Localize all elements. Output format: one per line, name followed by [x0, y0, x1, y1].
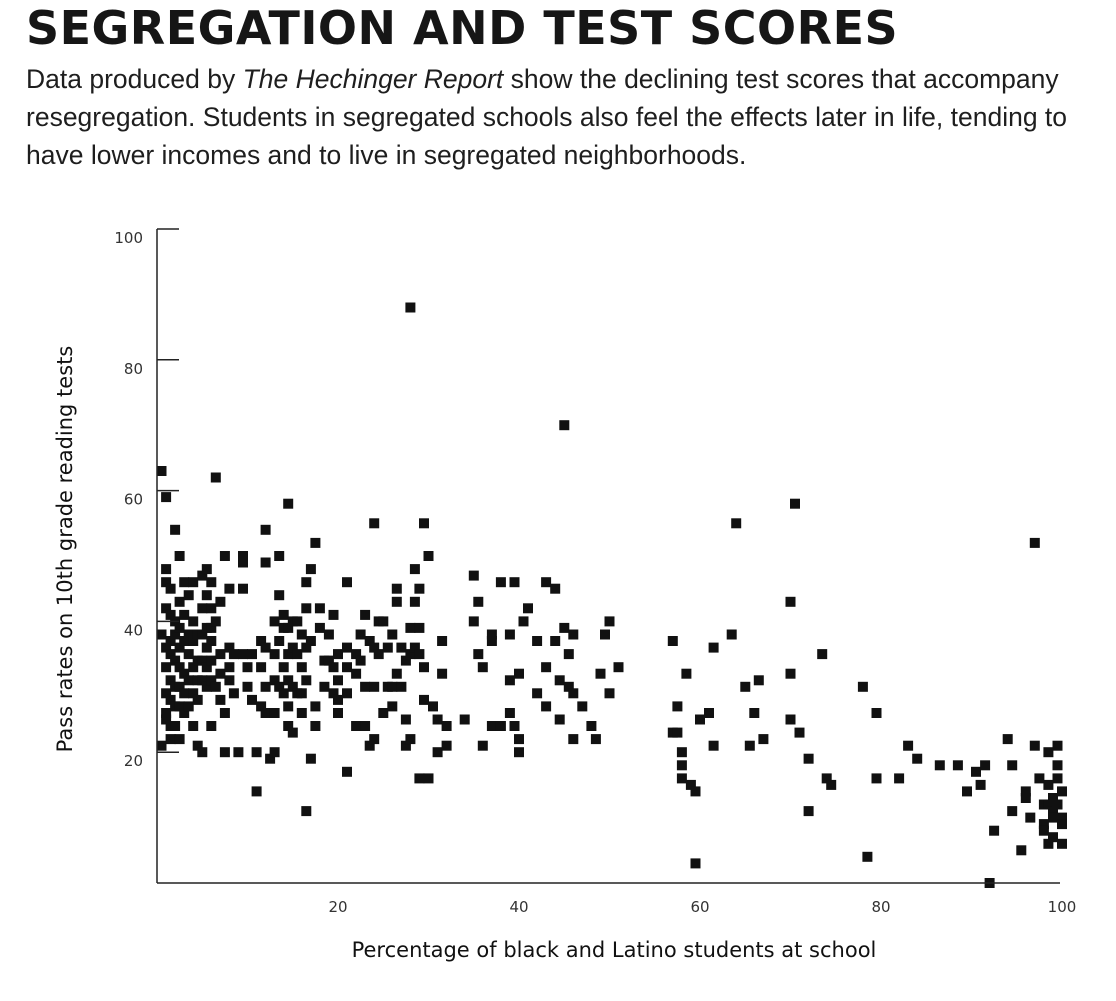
- data-point-167: [342, 643, 352, 653]
- data-point-231: [478, 741, 488, 751]
- data-point-152: [310, 721, 320, 731]
- data-point-311: [953, 760, 963, 770]
- data-point-129: [283, 701, 293, 711]
- data-point-47: [188, 616, 198, 626]
- data-point-108: [261, 643, 271, 653]
- data-point-146: [301, 806, 311, 816]
- data-point-82: [215, 695, 225, 705]
- data-point-98: [243, 682, 253, 692]
- data-point-264: [586, 721, 596, 731]
- data-point-285: [709, 741, 719, 751]
- data-point-296: [790, 499, 800, 509]
- data-point-298: [804, 754, 814, 764]
- data-point-315: [980, 760, 990, 770]
- data-point-192: [387, 682, 397, 692]
- data-point-250: [541, 662, 551, 672]
- data-point-307: [894, 773, 904, 783]
- data-point-86: [224, 584, 234, 594]
- data-point-268: [605, 616, 615, 626]
- page-title: SEGREGATION AND TEST SCORES: [26, 1, 899, 55]
- data-point-239: [505, 708, 515, 718]
- data-point-194: [392, 584, 402, 594]
- data-point-312: [962, 786, 972, 796]
- data-point-288: [740, 682, 750, 692]
- data-point-96: [238, 649, 248, 659]
- data-point-88: [224, 662, 234, 672]
- data-point-183: [369, 682, 379, 692]
- data-point-73: [206, 656, 216, 666]
- data-point-41: [184, 590, 194, 600]
- data-point-290: [749, 708, 759, 718]
- data-point-112: [270, 616, 280, 626]
- data-point-270: [614, 662, 624, 672]
- data-point-75: [206, 721, 216, 731]
- data-point-110: [261, 708, 271, 718]
- data-point-81: [215, 669, 225, 679]
- description-lead: Data produced by: [26, 64, 243, 94]
- data-point-255: [555, 715, 565, 725]
- data-point-293: [786, 597, 796, 607]
- data-point-230: [478, 662, 488, 672]
- x-tick-label-60: 60: [690, 898, 710, 916]
- data-point-220: [433, 715, 443, 725]
- data-point-113: [270, 649, 280, 659]
- data-point-27: [175, 551, 185, 561]
- data-point-8: [161, 662, 171, 672]
- data-point-302: [826, 780, 836, 790]
- x-tick-label-100: 100: [1047, 898, 1077, 916]
- data-point-267: [600, 630, 610, 640]
- data-point-184: [369, 734, 379, 744]
- data-point-260: [568, 630, 578, 640]
- data-point-275: [677, 747, 687, 757]
- data-point-102: [252, 786, 262, 796]
- data-point-278: [681, 669, 691, 679]
- data-point-224: [442, 741, 452, 751]
- data-point-35: [179, 577, 189, 587]
- data-point-215: [419, 695, 429, 705]
- data-point-323: [1021, 793, 1031, 803]
- data-point-70: [206, 603, 216, 613]
- data-point-142: [301, 577, 311, 587]
- data-point-295: [786, 715, 796, 725]
- data-point-168: [342, 662, 352, 672]
- data-point-197: [396, 643, 406, 653]
- data-point-214: [419, 662, 429, 672]
- data-point-242: [514, 669, 524, 679]
- data-point-221: [437, 636, 447, 646]
- data-point-341: [1053, 773, 1063, 783]
- data-point-198: [396, 682, 406, 692]
- data-point-216: [424, 551, 434, 561]
- data-point-92: [233, 747, 243, 757]
- data-point-169: [342, 688, 352, 698]
- data-point-243: [514, 734, 524, 744]
- data-point-271: [668, 636, 678, 646]
- data-point-210: [414, 623, 424, 633]
- x-tick-label-80: 80: [871, 898, 891, 916]
- data-point-163: [333, 675, 343, 685]
- data-point-90: [229, 649, 239, 659]
- data-point-78: [211, 682, 221, 692]
- data-point-147: [306, 564, 316, 574]
- data-point-94: [238, 558, 248, 568]
- data-point-321: [1016, 845, 1026, 855]
- x-tick-label-20: 20: [328, 898, 348, 916]
- data-point-240: [510, 577, 520, 587]
- data-point-274: [672, 728, 682, 738]
- points-layer: [157, 303, 1068, 889]
- data-point-178: [360, 721, 370, 731]
- data-point-43: [184, 649, 194, 659]
- source-name: The Hechinger Report: [242, 64, 504, 94]
- data-point-276: [677, 760, 687, 770]
- data-point-310: [935, 760, 945, 770]
- data-point-206: [410, 564, 420, 574]
- data-point-265: [591, 734, 601, 744]
- data-point-26: [170, 721, 180, 731]
- data-point-326: [1030, 741, 1040, 751]
- data-point-95: [238, 584, 248, 594]
- data-point-2: [157, 741, 167, 751]
- x-axis-title: Percentage of black and Latino students at school: [351, 938, 877, 962]
- data-point-340: [1053, 760, 1063, 770]
- data-point-228: [473, 597, 483, 607]
- data-point-29: [175, 623, 185, 633]
- data-point-117: [274, 551, 284, 561]
- data-point-300: [817, 649, 827, 659]
- data-point-159: [329, 610, 339, 620]
- data-point-202: [405, 303, 415, 313]
- data-point-165: [333, 708, 343, 718]
- data-point-134: [288, 728, 298, 738]
- data-point-238: [505, 675, 515, 685]
- data-point-257: [559, 623, 569, 633]
- data-point-209: [414, 584, 424, 594]
- data-point-226: [469, 571, 479, 581]
- data-point-97: [243, 662, 253, 672]
- data-point-143: [301, 603, 311, 613]
- data-point-263: [577, 701, 587, 711]
- data-point-118: [274, 590, 284, 600]
- data-point-69: [206, 577, 216, 587]
- x-tick-label-40: 40: [509, 898, 529, 916]
- data-point-313: [971, 767, 981, 777]
- data-point-258: [564, 649, 574, 659]
- data-point-154: [315, 623, 325, 633]
- data-point-237: [505, 630, 515, 640]
- data-point-266: [596, 669, 606, 679]
- data-point-174: [356, 630, 366, 640]
- data-point-58: [197, 603, 207, 613]
- data-point-156: [319, 682, 329, 692]
- data-point-166: [342, 577, 352, 587]
- data-point-261: [568, 688, 578, 698]
- data-point-287: [731, 518, 741, 528]
- data-point-170: [342, 767, 352, 777]
- data-point-151: [310, 701, 320, 711]
- data-point-148: [306, 636, 316, 646]
- data-point-283: [704, 708, 714, 718]
- data-point-109: [261, 682, 271, 692]
- data-point-219: [433, 747, 443, 757]
- data-point-262: [568, 734, 578, 744]
- data-point-200: [401, 715, 411, 725]
- data-point-139: [297, 662, 307, 672]
- data-point-269: [605, 688, 615, 698]
- data-point-205: [405, 734, 415, 744]
- data-point-145: [301, 675, 311, 685]
- data-point-306: [872, 773, 882, 783]
- data-point-149: [306, 754, 316, 764]
- data-point-292: [758, 734, 768, 744]
- data-point-3: [161, 564, 171, 574]
- y-tick-label-60: 60: [123, 490, 143, 509]
- data-point-64: [202, 590, 212, 600]
- data-point-256: [559, 420, 569, 430]
- data-point-297: [795, 728, 805, 738]
- data-point-45: [184, 701, 194, 711]
- data-point-55: [193, 695, 203, 705]
- data-point-188: [378, 708, 388, 718]
- data-point-320: [1007, 806, 1017, 816]
- data-point-303: [858, 682, 868, 692]
- data-point-337: [1048, 813, 1058, 823]
- data-point-245: [519, 616, 529, 626]
- data-point-289: [745, 741, 755, 751]
- y-tick-label-100: 100: [114, 229, 143, 247]
- data-point-241: [510, 721, 520, 731]
- data-point-234: [487, 721, 497, 731]
- data-point-0: [157, 466, 167, 476]
- data-point-345: [1057, 819, 1067, 829]
- data-point-119: [274, 636, 284, 646]
- data-point-284: [709, 643, 719, 653]
- data-point-330: [1039, 826, 1049, 836]
- data-point-36: [179, 610, 189, 620]
- data-point-308: [903, 741, 913, 751]
- data-point-19: [166, 734, 176, 744]
- data-point-314: [976, 780, 986, 790]
- data-point-140: [297, 688, 307, 698]
- data-point-160: [329, 662, 339, 672]
- data-point-248: [532, 688, 542, 698]
- data-point-150: [310, 538, 320, 548]
- data-point-91: [229, 688, 239, 698]
- data-point-254: [555, 675, 565, 685]
- data-point-249: [541, 577, 551, 587]
- data-point-4: [161, 492, 171, 502]
- data-point-212: [414, 773, 424, 783]
- data-point-193: [387, 701, 397, 711]
- data-point-116: [270, 747, 280, 757]
- data-point-1: [157, 630, 167, 640]
- data-point-195: [392, 597, 402, 607]
- data-point-273: [672, 701, 682, 711]
- data-point-100: [247, 695, 257, 705]
- data-point-277: [677, 773, 687, 783]
- data-point-135: [292, 616, 302, 626]
- data-point-164: [333, 695, 343, 705]
- data-point-172: [351, 669, 361, 679]
- data-point-177: [360, 682, 370, 692]
- data-point-338: [1048, 832, 1058, 842]
- data-point-63: [202, 564, 212, 574]
- data-point-83: [220, 551, 230, 561]
- data-point-339: [1053, 741, 1063, 751]
- data-point-305: [872, 708, 882, 718]
- data-point-121: [279, 610, 289, 620]
- data-point-342: [1053, 800, 1063, 810]
- data-point-317: [989, 826, 999, 836]
- data-point-223: [442, 721, 452, 731]
- x-ticks: [328, 898, 1076, 916]
- data-point-76: [211, 473, 221, 483]
- data-point-84: [220, 708, 230, 718]
- description-rest: show the declining test scores that accompany resegregation. Students in segregated schools also feel the effects later in life, tending to have lower incomes and to live in segregated neighborhoods.: [26, 64, 1068, 170]
- data-point-77: [211, 616, 221, 626]
- data-point-291: [754, 675, 764, 685]
- data-point-79: [215, 597, 225, 607]
- data-point-233: [487, 636, 497, 646]
- data-point-99: [247, 649, 257, 659]
- data-point-217: [424, 773, 434, 783]
- data-point-106: [261, 525, 271, 535]
- data-point-46: [188, 577, 198, 587]
- data-point-244: [514, 747, 524, 757]
- data-point-246: [523, 603, 533, 613]
- data-point-211: [414, 649, 424, 659]
- data-point-229: [473, 649, 483, 659]
- data-point-62: [197, 747, 207, 757]
- data-point-123: [279, 662, 289, 672]
- data-point-251: [541, 701, 551, 711]
- data-point-173: [351, 721, 361, 731]
- data-point-222: [437, 669, 447, 679]
- y-axis-title: Pass rates on 10th grade reading tests: [53, 345, 77, 753]
- data-point-181: [369, 518, 379, 528]
- data-point-125: [283, 499, 293, 509]
- data-point-319: [1007, 760, 1017, 770]
- data-point-101: [252, 747, 262, 757]
- data-point-196: [392, 669, 402, 679]
- data-point-299: [804, 806, 814, 816]
- data-point-325: [1030, 538, 1040, 548]
- data-point-115: [270, 708, 280, 718]
- data-point-34: [175, 734, 185, 744]
- data-point-286: [727, 630, 737, 640]
- data-point-282: [695, 715, 705, 725]
- data-point-28: [175, 597, 185, 607]
- data-point-218: [428, 701, 438, 711]
- data-point-39: [179, 688, 189, 698]
- data-point-304: [862, 852, 872, 862]
- data-point-309: [912, 754, 922, 764]
- data-point-191: [387, 630, 397, 640]
- data-point-12: [166, 584, 176, 594]
- data-point-213: [419, 518, 429, 528]
- data-point-107: [261, 558, 271, 568]
- y-tick-label-20: 20: [123, 752, 143, 771]
- data-point-89: [224, 675, 234, 685]
- data-point-253: [550, 636, 560, 646]
- data-point-162: [333, 649, 343, 659]
- data-point-153: [315, 603, 325, 613]
- data-point-203: [405, 623, 415, 633]
- data-point-176: [360, 610, 370, 620]
- data-point-20: [170, 525, 180, 535]
- data-point-235: [496, 577, 506, 587]
- data-point-175: [356, 656, 366, 666]
- data-point-318: [1003, 734, 1013, 744]
- data-point-124: [279, 688, 289, 698]
- data-point-331: [1043, 747, 1053, 757]
- data-point-141: [297, 708, 307, 718]
- data-point-157: [324, 630, 334, 640]
- data-point-343: [1057, 786, 1067, 796]
- y-axis: [114, 229, 179, 883]
- y-tick-label-40: 40: [123, 621, 143, 640]
- data-point-281: [691, 858, 701, 868]
- data-point-187: [378, 616, 388, 626]
- data-point-85: [220, 747, 230, 757]
- data-point-80: [215, 649, 225, 659]
- data-point-207: [410, 597, 420, 607]
- data-point-252: [550, 584, 560, 594]
- data-point-227: [469, 616, 479, 626]
- data-point-136: [292, 649, 302, 659]
- data-point-294: [786, 669, 796, 679]
- data-point-332: [1043, 780, 1053, 790]
- data-point-346: [1057, 839, 1067, 849]
- data-point-189: [383, 643, 393, 653]
- data-point-327: [1034, 773, 1044, 783]
- data-point-51: [188, 721, 198, 731]
- data-point-225: [460, 715, 470, 725]
- data-point-324: [1025, 813, 1035, 823]
- y-tick-label-80: 80: [123, 359, 143, 378]
- data-point-236: [496, 721, 506, 731]
- data-point-186: [374, 649, 384, 659]
- x-axis: [157, 883, 1076, 916]
- data-point-44: [184, 675, 194, 685]
- data-point-247: [532, 636, 542, 646]
- data-point-104: [256, 662, 266, 672]
- data-point-138: [297, 630, 307, 640]
- data-point-72: [206, 636, 216, 646]
- data-point-280: [691, 786, 701, 796]
